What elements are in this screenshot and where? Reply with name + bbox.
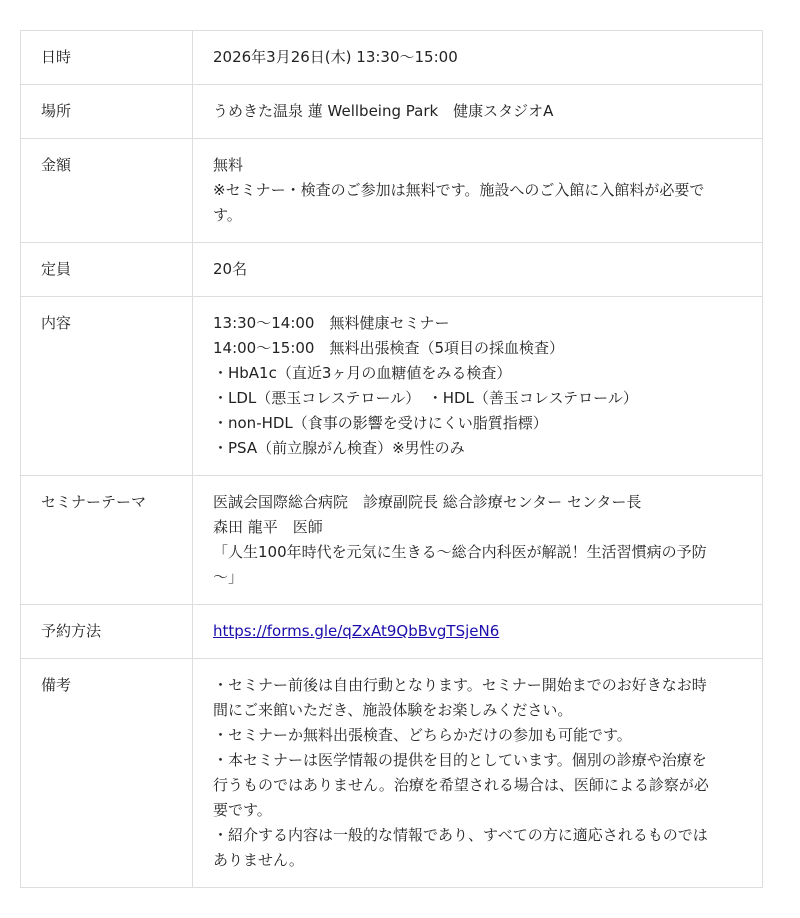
value-line: 要です。	[213, 801, 272, 819]
value-line: ・紹介する内容は一般的な情報であり、すべての方に適応されるものでは	[213, 826, 708, 844]
reservation-link[interactable]: https://forms.gle/qZxAt9QbBvgTSjeN6	[213, 622, 500, 640]
row-value	[193, 605, 763, 659]
row-label: 日時	[21, 31, 193, 85]
value-line: 〜」	[213, 568, 244, 586]
row-label: 備考	[21, 659, 193, 888]
row-fee	[21, 139, 763, 243]
value-line: 森田 龍平 医師	[213, 518, 323, 536]
value-line: 2026年3月26日(木) 13:30〜15:00	[213, 48, 458, 66]
value-line: ※セミナー・検査のご参加は無料です。施設へのご入館に入館料が必要で	[213, 181, 705, 199]
row-label: 内容	[21, 297, 193, 476]
row-contents	[21, 297, 763, 476]
row-value	[193, 139, 763, 243]
row-capacity	[21, 243, 763, 297]
row-value	[193, 659, 763, 888]
value-line: 13:30〜14:00 無料健康セミナー	[213, 314, 450, 332]
row-value	[193, 243, 763, 297]
row-label: 定員	[21, 243, 193, 297]
value-line: ・LDL（悪玉コレステロール） ・HDL（善玉コレステロール）	[213, 389, 638, 407]
value-line: ・セミナー前後は自由行動となります。セミナー開始までのお好きなお時	[213, 676, 707, 694]
row-value	[193, 476, 763, 605]
value-line: す。	[213, 206, 242, 224]
value-line: ・PSA（前立腺がん検査）※男性のみ	[213, 439, 465, 457]
value-line: 医誠会国際総合病院 診療副院長 総合診療センター センター長	[213, 493, 642, 511]
event-info-table	[20, 30, 763, 888]
row-reservation	[21, 605, 763, 659]
row-datetime	[21, 31, 763, 85]
value-line: 無料	[213, 156, 244, 174]
row-seminar-theme	[21, 476, 763, 605]
row-label: セミナーテーマ	[21, 476, 193, 605]
row-value	[193, 297, 763, 476]
value-line: ・non-HDL（食事の影響を受けにくい脂質指標）	[213, 414, 548, 432]
value-line: 20名	[213, 260, 248, 278]
row-location	[21, 85, 763, 139]
value-line: ・本セミナーは医学情報の提供を目的としています。個別の診療や治療を	[213, 751, 707, 769]
row-label: 場所	[21, 85, 193, 139]
row-label: 金額	[21, 139, 193, 243]
row-value	[193, 85, 763, 139]
row-label: 予約方法	[21, 605, 193, 659]
value-line: ・セミナーか無料出張検査、どちらかだけの参加も可能です。	[213, 726, 632, 744]
row-value	[193, 31, 763, 85]
row-notes	[21, 659, 763, 888]
value-line: 行うものではありません。治療を希望される場合は、医師による診察が必	[213, 776, 709, 794]
value-line: 間にご来館いただき、施設体験をお楽しみください。	[213, 701, 573, 719]
value-line: うめきた温泉 蓮 Wellbeing Park 健康スタジオA	[213, 102, 554, 120]
value-line: ・HbA1c（直近3ヶ月の血糖値をみる検査）	[213, 364, 512, 382]
value-line: 「人生100年時代を元気に生きる〜総合内科医が解説！生活習慣病の予防	[213, 543, 707, 561]
value-line: ありません。	[213, 851, 304, 869]
value-line: 14:00〜15:00 無料出張検査（5項目の採血検査）	[213, 339, 565, 357]
